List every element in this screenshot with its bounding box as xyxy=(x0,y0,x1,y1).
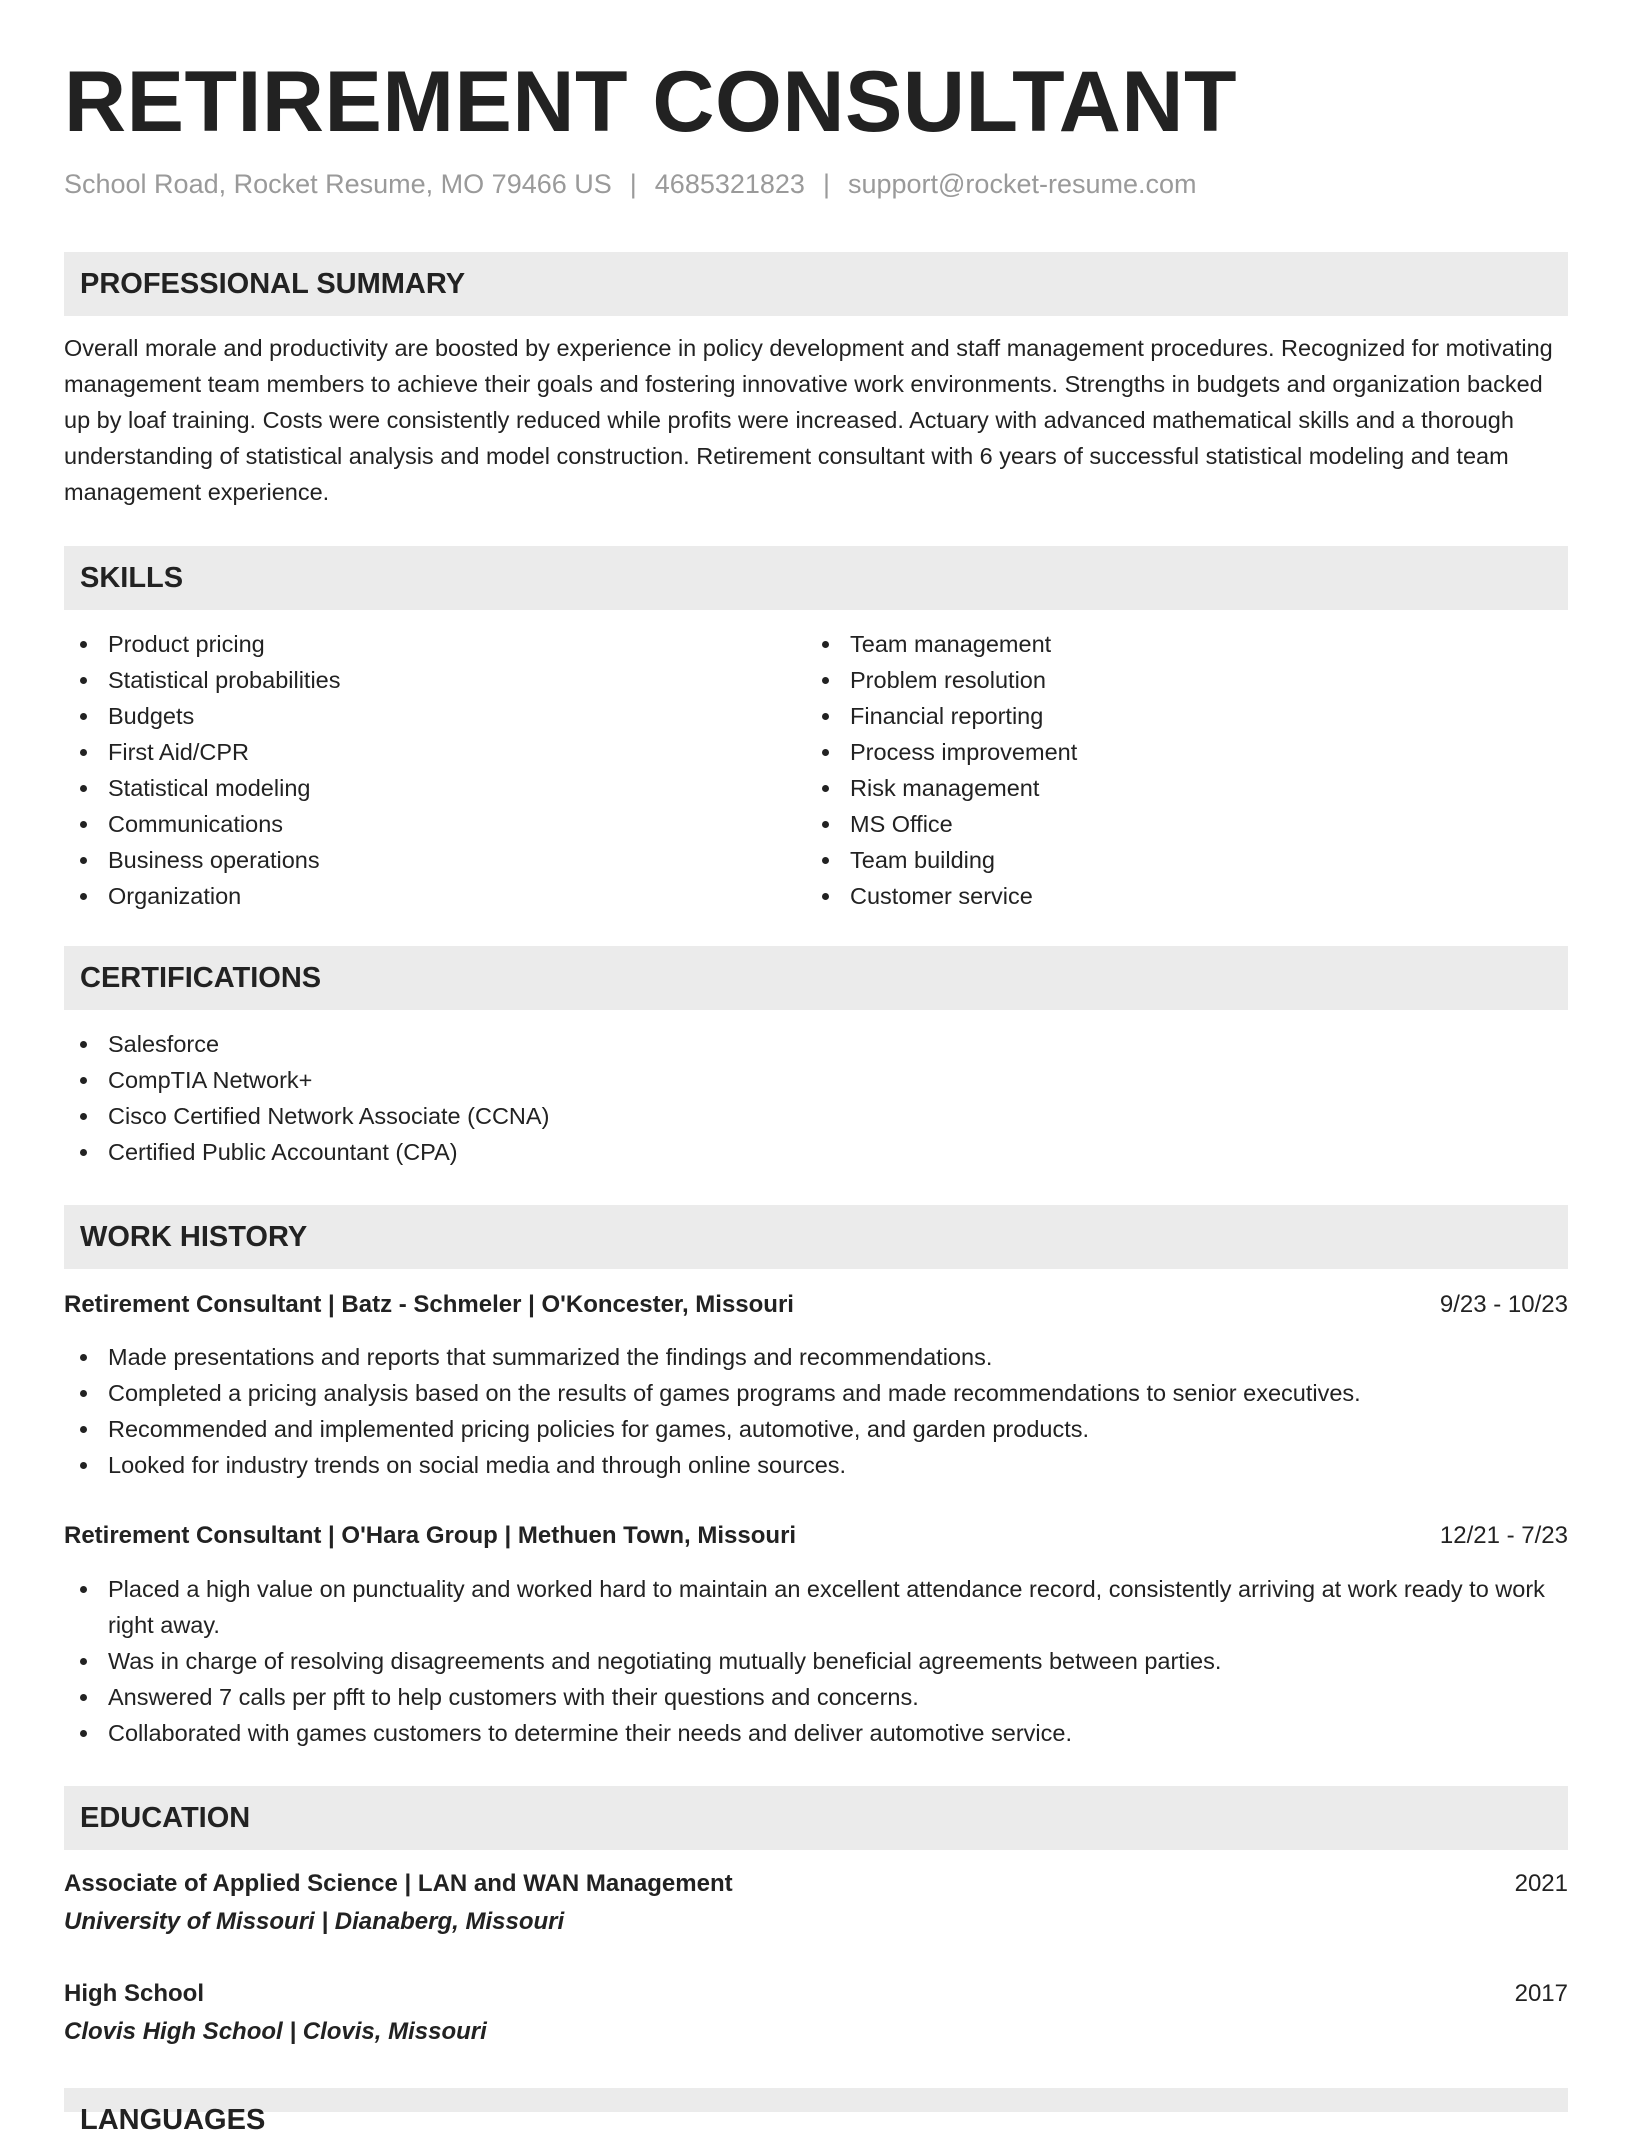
job-dates: 12/21 - 7/23 xyxy=(1439,1522,1568,1549)
section-heading: WORK HISTORY xyxy=(80,1221,308,1253)
skill-item: Financial reporting xyxy=(806,698,1546,734)
degree: Associate of Applied Science | LAN and WAN Management xyxy=(64,1870,733,1897)
skill-item: First Aid/CPR xyxy=(64,734,804,770)
skill-item: Statistical modeling xyxy=(64,770,804,806)
job-bullet: Collaborated with games customers to determine their needs and deliver automotive service. xyxy=(64,1715,1568,1751)
candidate-name: RETIREMENT CONSULTANT xyxy=(64,54,1238,150)
skill-item: Problem resolution xyxy=(806,662,1546,698)
job-title: Retirement Consultant | O'Hara Group | Methuen Town, Missouri xyxy=(64,1522,797,1549)
job-bullet: Answered 7 calls per pfft to help customers with their questions and concerns. xyxy=(64,1679,1568,1715)
skill-item: Team building xyxy=(806,842,1546,878)
section-heading: PROFESSIONAL SUMMARY xyxy=(80,268,466,300)
skill-item: MS Office xyxy=(806,806,1546,842)
skills-section-header xyxy=(64,546,1568,610)
contact-line xyxy=(64,164,1197,204)
job-bullets xyxy=(64,1339,1568,1483)
certification-item: Certified Public Accountant (CPA) xyxy=(64,1134,1568,1170)
phone: 4685321823 xyxy=(654,169,805,199)
skill-item: Statistical probabilities xyxy=(64,662,804,698)
job-bullet: Placed a high value on punctuality and worked hard to maintain an excellent attendance record, consistently arriving at work ready to work right away. xyxy=(64,1571,1568,1643)
separator: | xyxy=(629,169,637,199)
separator: | xyxy=(822,169,830,199)
job-header xyxy=(64,1287,1568,1323)
section-heading: EDUCATION xyxy=(80,1802,251,1834)
summary-section-header xyxy=(64,252,1568,316)
skill-item: Risk management xyxy=(806,770,1546,806)
email[interactable]: support@rocket-resume.com xyxy=(847,169,1197,199)
job-bullets xyxy=(64,1571,1568,1751)
education-header xyxy=(64,1866,1568,1902)
job-bullet: Completed a pricing analysis based on the results of games programs and made recommendations to senior executives. xyxy=(64,1375,1568,1411)
address: School Road, Rocket Resume, MO 79466 US xyxy=(64,169,612,199)
section-heading: CERTIFICATIONS xyxy=(80,962,322,994)
skill-item: Business operations xyxy=(64,842,804,878)
graduation-year: 2017 xyxy=(1514,1980,1568,2007)
job-bullet: Was in charge of resolving disagreements and negotiating mutually beneficial agreements between parties. xyxy=(64,1643,1568,1679)
job-bullet: Looked for industry trends on social media and through online sources. xyxy=(64,1447,1568,1483)
school: Clovis High School | Clovis, Missouri xyxy=(64,2018,487,2045)
graduation-year: 2021 xyxy=(1514,1870,1568,1897)
job-title: Retirement Consultant | Batz - Schmeler | O'Koncester, Missouri xyxy=(64,1291,794,1318)
skill-item: Customer service xyxy=(806,878,1546,914)
job-dates: 9/23 - 10/23 xyxy=(1439,1291,1568,1318)
skill-item: Product pricing xyxy=(64,626,804,662)
certifications-list xyxy=(64,1026,1568,1170)
degree: High School xyxy=(64,1980,204,2007)
education-section-header xyxy=(64,1786,1568,1850)
job-bullet: Recommended and implemented pricing policies for games, automotive, and garden products. xyxy=(64,1411,1568,1447)
skill-item: Organization xyxy=(64,878,804,914)
job-bullet: Made presentations and reports that summarized the findings and recommendations. xyxy=(64,1339,1568,1375)
skills-list-left xyxy=(64,626,804,914)
skill-item: Team management xyxy=(806,626,1546,662)
section-heading: LANGUAGES xyxy=(80,2104,266,2136)
skill-item: Process improvement xyxy=(806,734,1546,770)
section-heading: SKILLS xyxy=(80,562,184,594)
skill-item: Budgets xyxy=(64,698,804,734)
work-history-section-header xyxy=(64,1205,1568,1269)
certifications-section-header xyxy=(64,946,1568,1010)
school: University of Missouri | Dianaberg, Missouri xyxy=(64,1908,565,1935)
education-header xyxy=(64,1976,1568,2012)
certification-item: Salesforce xyxy=(64,1026,1568,1062)
certification-item: Cisco Certified Network Associate (CCNA) xyxy=(64,1098,1568,1134)
certification-item: CompTIA Network+ xyxy=(64,1062,1568,1098)
skill-item: Communications xyxy=(64,806,804,842)
skills-list-right xyxy=(806,626,1546,914)
languages-section-header xyxy=(64,2088,1568,2136)
job-header xyxy=(64,1518,1568,1554)
summary-text: Overall morale and productivity are boosted by experience in policy development and staff management procedures. Recognized for motivating management team members to achieve their goals and fostering innovative work environments. Strengths in budgets and organization backed up by loaf training. Costs were consistently reduced while profits were increased. Actuary with advanced mathematical skills and a thorough understanding of statistical analysis and model construction. Retirement consultant with 6 years of successful statistical modeling and team management experience. xyxy=(64,335,1553,505)
